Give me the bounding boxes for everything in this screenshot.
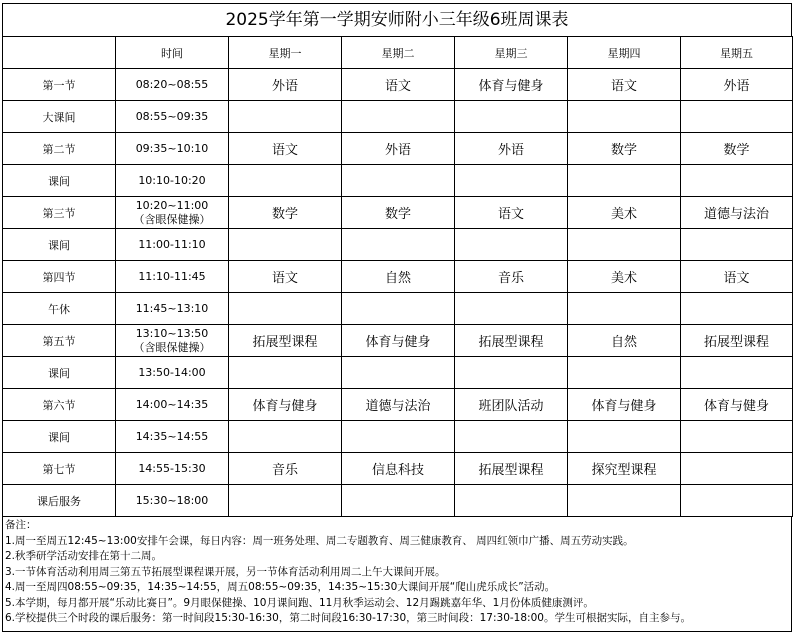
class-cell-tue: [342, 357, 455, 389]
table-row: [3, 261, 793, 293]
class-cell-mon: [229, 229, 342, 261]
class-cell-mon: [229, 421, 342, 453]
time-cell: [116, 357, 229, 389]
time-text: 14:55-15:30: [138, 461, 206, 475]
table-row: [3, 69, 793, 101]
period-label: 课后服务: [3, 485, 116, 517]
class-cell-tue: 体育与健身: [342, 325, 455, 357]
time-text: 08:55~09:35: [135, 109, 209, 123]
day-header-mon: 星期一: [229, 37, 342, 69]
period-label: 大课间: [3, 101, 116, 133]
class-cell-thu: [568, 357, 681, 389]
class-cell-wed: 语文: [455, 197, 568, 229]
period-label: 第六节: [3, 389, 116, 421]
period-label: 课间: [3, 165, 116, 197]
class-cell-mon: [229, 485, 342, 517]
class-cell-wed: [455, 229, 568, 261]
table-row: [3, 325, 793, 357]
table-row: [3, 453, 793, 485]
time-text: 11:45~13:10: [135, 301, 209, 315]
note-item: 4.周一至周四08:55~09:35，14:35~14:55，周五08:55~09:35，14:35~15:30大课间开展“爬山虎乐成长”活动。: [5, 581, 556, 593]
class-cell-fri: [681, 101, 793, 133]
class-cell-tue: 数学: [342, 197, 455, 229]
timetable-sheet: [2, 3, 792, 632]
period-label: 第五节: [3, 325, 116, 357]
period-label: 课间: [3, 421, 116, 453]
time-text: 08:20~08:55: [135, 77, 209, 91]
day-header-fri: 星期五: [681, 37, 793, 69]
class-cell-wed: [455, 101, 568, 133]
corner-cell: [3, 37, 116, 69]
class-cell-fri: [681, 293, 793, 325]
class-cell-fri: [681, 421, 793, 453]
class-cell-mon: [229, 357, 342, 389]
time-cell: [116, 133, 229, 165]
class-cell-mon: 语文: [229, 261, 342, 293]
period-label: 课间: [3, 229, 116, 261]
notes-heading: 备注：: [5, 519, 37, 531]
time-cell: [116, 293, 229, 325]
class-cell-wed: [455, 293, 568, 325]
table-row: [3, 101, 793, 133]
time-cell: [116, 261, 229, 293]
class-cell-fri: 拓展型课程: [681, 325, 793, 357]
page-title: 2025学年第一学期安师附小三年级6班周课表: [2, 3, 792, 36]
class-cell-mon: [229, 165, 342, 197]
day-header-wed: 星期三: [455, 37, 568, 69]
class-cell-fri: [681, 485, 793, 517]
time-text: 11:00-11:10: [138, 237, 206, 251]
class-cell-fri: [681, 453, 793, 485]
class-cell-wed: [455, 165, 568, 197]
time-cell: [116, 69, 229, 101]
class-cell-thu: 数学: [568, 133, 681, 165]
table-row: [3, 357, 793, 389]
class-cell-thu: 自然: [568, 325, 681, 357]
period-label: 第二节: [3, 133, 116, 165]
class-cell-fri: 体育与健身: [681, 389, 793, 421]
class-cell-thu: 美术: [568, 261, 681, 293]
class-cell-mon: 语文: [229, 133, 342, 165]
class-cell-fri: [681, 165, 793, 197]
timetable: [2, 36, 793, 517]
time-text: 09:35~10:10: [135, 141, 209, 155]
notes-section: [2, 517, 792, 632]
class-cell-wed: 拓展型课程: [455, 453, 568, 485]
table-row: [3, 485, 793, 517]
time-cell: [116, 165, 229, 197]
time-text: （含眼保健操）: [133, 340, 211, 354]
note-item: 5.本学期，每月都开展“乐动比赛日”。9月眼保健操、10月课间跑、11月秋季运动会、12月踢跳嘉年华、1月份体质健康测评。: [5, 596, 594, 609]
class-cell-tue: [342, 229, 455, 261]
class-cell-thu: [568, 421, 681, 453]
class-cell-wed: [455, 357, 568, 389]
class-cell-thu: [568, 165, 681, 197]
time-cell: [116, 197, 229, 229]
table-row: [3, 165, 793, 197]
table-row: [3, 389, 793, 421]
time-cell: [116, 389, 229, 421]
note-item: 1.周一至周五12:45~13:00安排午会课，每日内容：周一班务处理、周二专题教育、周三健康教育、 周四红领巾广播、周五劳动实践。: [5, 534, 634, 547]
class-cell-tue: 语文: [342, 69, 455, 101]
period-label: 第一节: [3, 69, 116, 101]
class-cell-wed: 音乐: [455, 261, 568, 293]
table-row: [3, 229, 793, 261]
class-cell-thu: [568, 485, 681, 517]
time-cell: [116, 229, 229, 261]
class-cell-mon: 拓展型课程: [229, 325, 342, 357]
class-cell-tue: [342, 485, 455, 517]
time-text: 13:50-14:00: [138, 365, 206, 379]
table-row: [3, 421, 793, 453]
class-cell-fri: 外语: [681, 69, 793, 101]
class-cell-thu: [568, 293, 681, 325]
class-cell-tue: [342, 101, 455, 133]
time-cell: [116, 421, 229, 453]
header-row: [3, 37, 793, 69]
class-cell-thu: 探究型课程: [568, 453, 681, 485]
time-text: （含眼保健操）: [133, 212, 211, 226]
class-cell-fri: [681, 229, 793, 261]
class-cell-thu: [568, 229, 681, 261]
class-cell-thu: 体育与健身: [568, 389, 681, 421]
period-label: 第三节: [3, 197, 116, 229]
period-label: 午休: [3, 293, 116, 325]
day-header-tue: 星期二: [342, 37, 455, 69]
table-row: [3, 293, 793, 325]
time-text: 10:20~11:00: [135, 198, 209, 212]
class-cell-tue: 信息科技: [342, 453, 455, 485]
class-cell-tue: 外语: [342, 133, 455, 165]
class-cell-fri: 道德与法治: [681, 197, 793, 229]
note-item: 2.秋季研学活动安排在第十二周。: [5, 550, 163, 562]
class-cell-fri: [681, 357, 793, 389]
time-cell: [116, 101, 229, 133]
day-header-thu: 星期四: [568, 37, 681, 69]
time-cell: [116, 453, 229, 485]
time-header: 时间: [116, 37, 229, 69]
time-text: 10:10-10:20: [138, 173, 206, 187]
class-cell-wed: [455, 485, 568, 517]
class-cell-thu: 语文: [568, 69, 681, 101]
class-cell-fri: 数学: [681, 133, 793, 165]
class-cell-mon: 外语: [229, 69, 342, 101]
class-cell-fri: 语文: [681, 261, 793, 293]
period-label: 第七节: [3, 453, 116, 485]
class-cell-mon: 音乐: [229, 453, 342, 485]
class-cell-wed: 体育与健身: [455, 69, 568, 101]
class-cell-mon: [229, 101, 342, 133]
note-item: 6.学校提供三个时段的课后服务：第一时间段15:30-16:30，第二时间段16:30-17:30，第三时间段：17:30-18:00。学生可根据实际，自主参与。: [5, 612, 691, 624]
class-cell-thu: [568, 101, 681, 133]
class-cell-tue: [342, 165, 455, 197]
period-label: 第四节: [3, 261, 116, 293]
table-row: [3, 197, 793, 229]
time-text: 11:10-11:45: [138, 269, 206, 283]
class-cell-tue: [342, 293, 455, 325]
time-cell: [116, 325, 229, 357]
class-cell-tue: 自然: [342, 261, 455, 293]
period-label: 课间: [3, 357, 116, 389]
table-row: [3, 133, 793, 165]
class-cell-mon: [229, 293, 342, 325]
time-text: 14:35~14:55: [135, 429, 209, 443]
class-cell-mon: 数学: [229, 197, 342, 229]
class-cell-wed: 班团队活动: [455, 389, 568, 421]
class-cell-mon: 体育与健身: [229, 389, 342, 421]
class-cell-thu: 美术: [568, 197, 681, 229]
class-cell-wed: 外语: [455, 133, 568, 165]
time-text: 14:00~14:35: [135, 397, 209, 411]
note-item: 3.一节体育活动利用周三第五节拓展型课程课开展，另一节体育活动利用周二上午大课间开展。: [5, 565, 446, 578]
class-cell-tue: 道德与法治: [342, 389, 455, 421]
time-text: 13:10~13:50: [135, 326, 209, 340]
time-cell: [116, 485, 229, 517]
time-text: 15:30~18:00: [135, 493, 209, 507]
class-cell-wed: 拓展型课程: [455, 325, 568, 357]
class-cell-wed: [455, 421, 568, 453]
class-cell-tue: [342, 421, 455, 453]
